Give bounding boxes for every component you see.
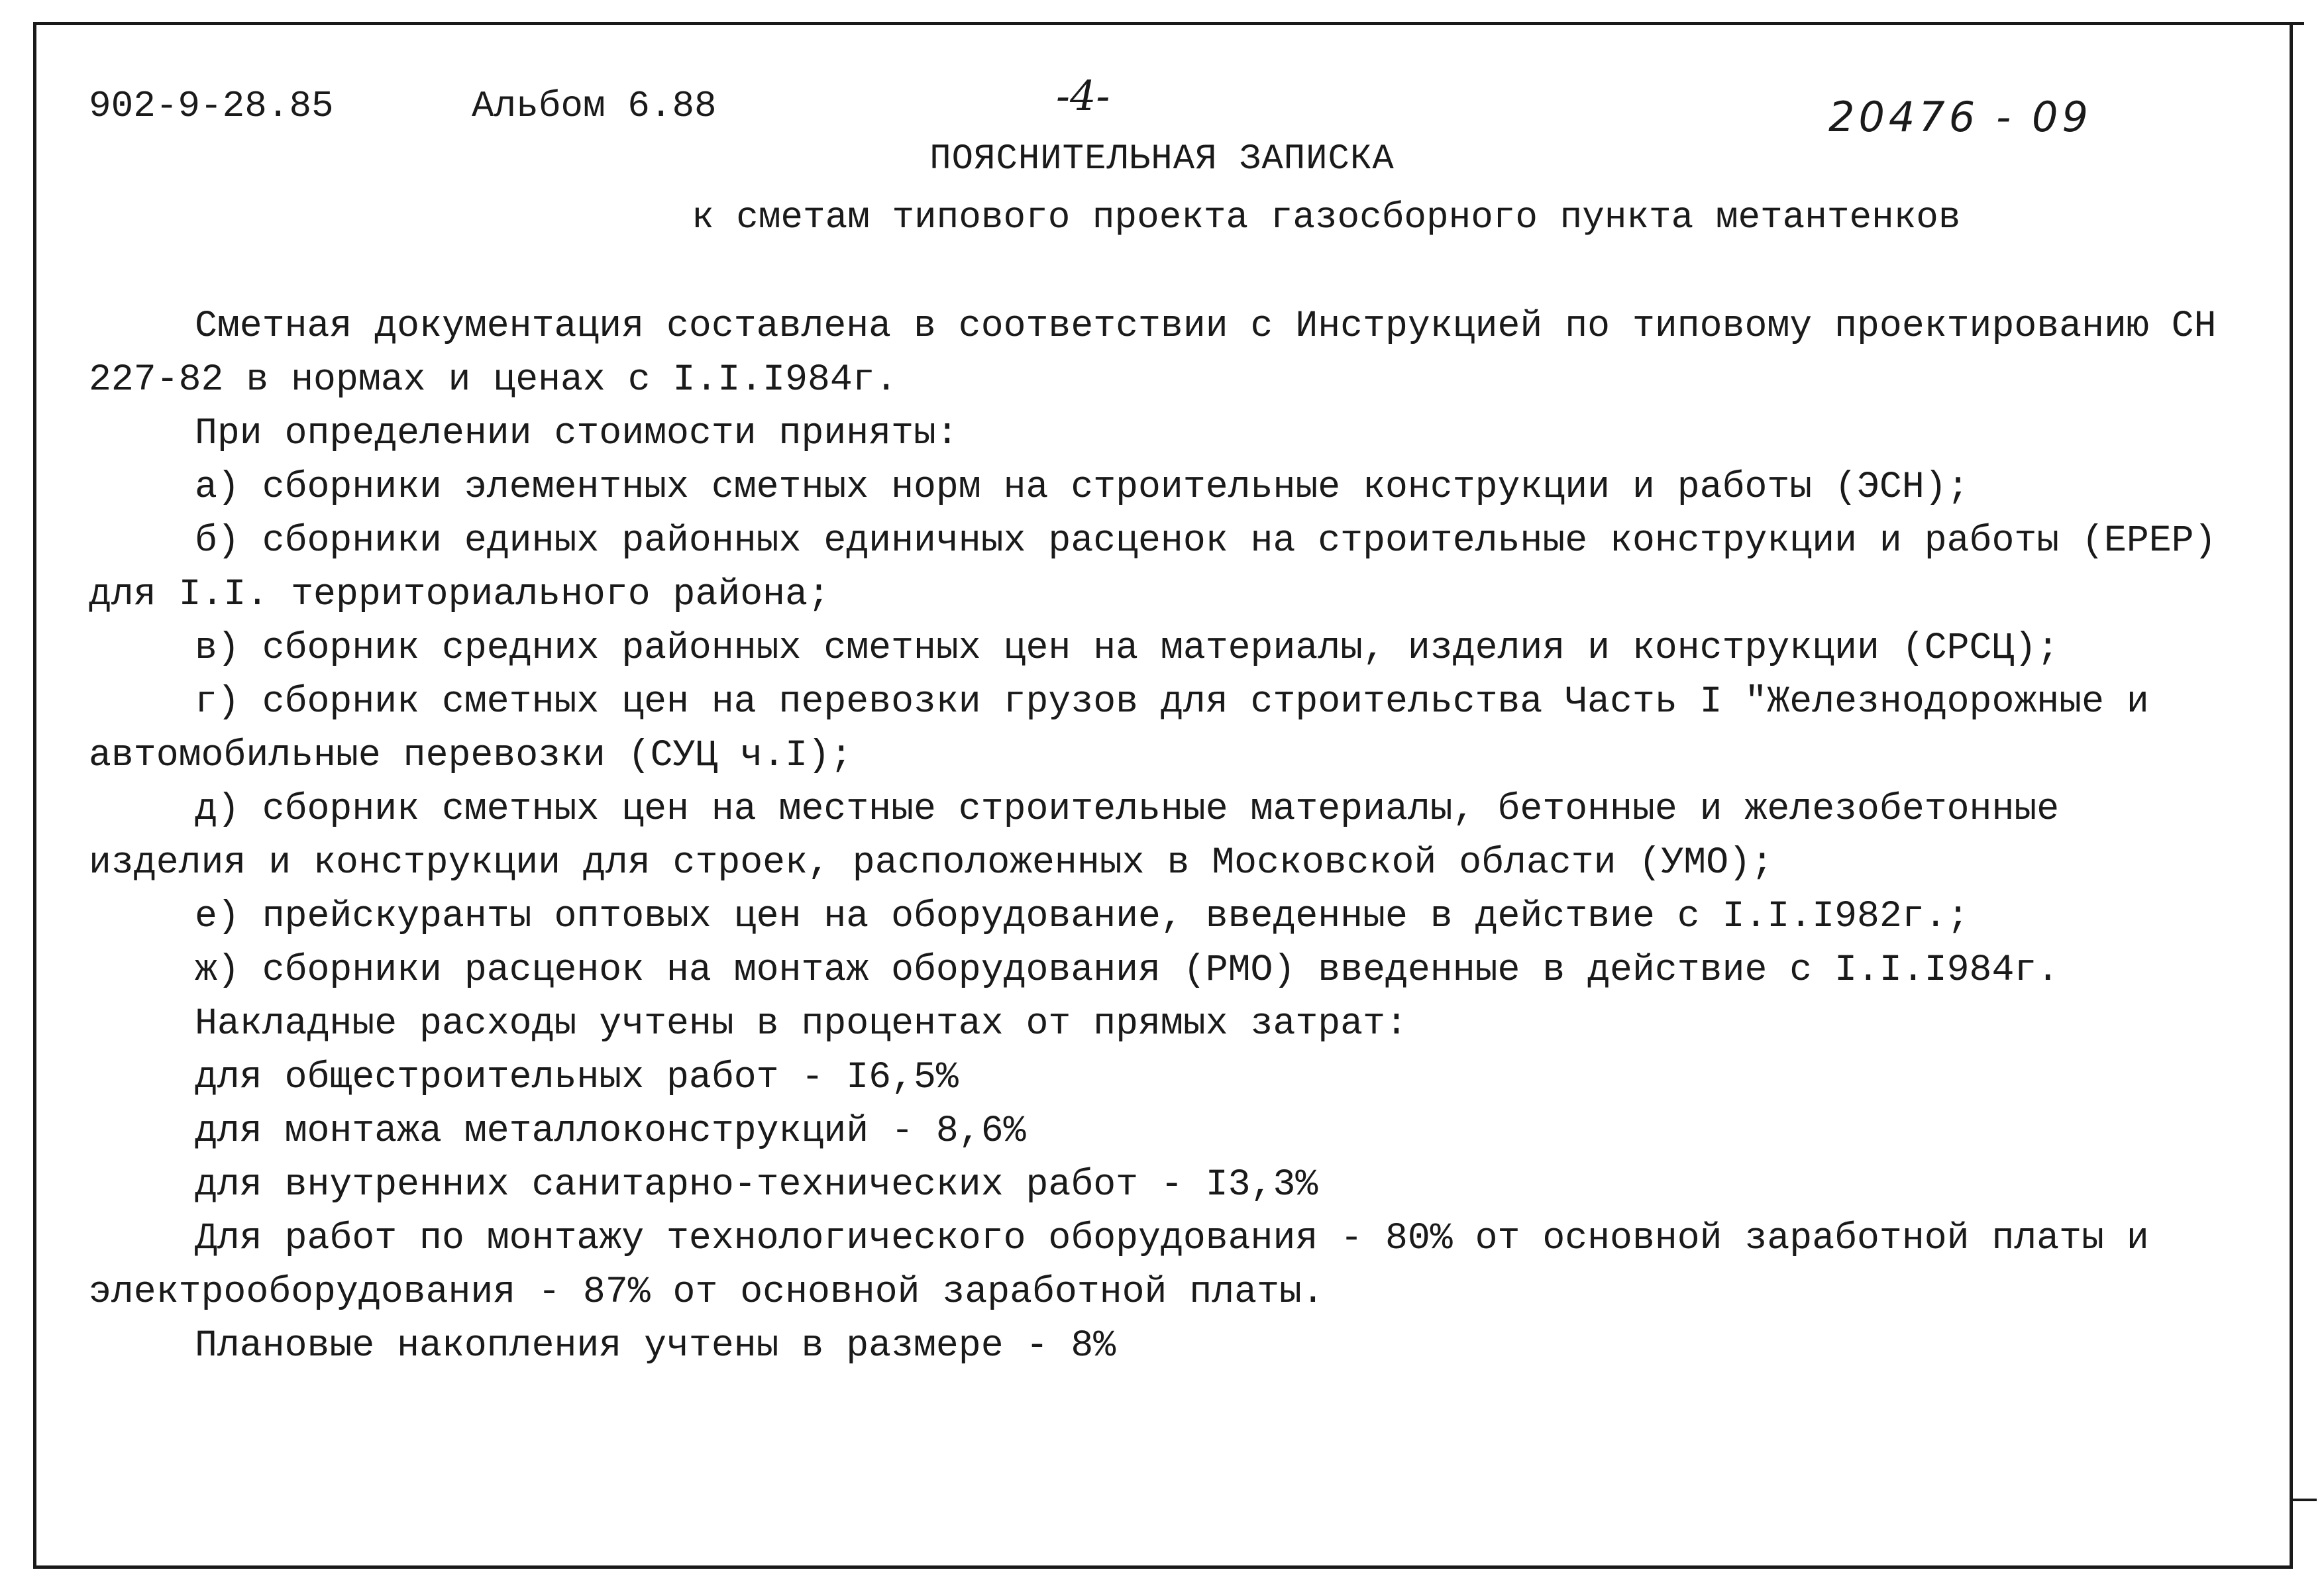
- page-number: -4-: [1056, 72, 1110, 120]
- list-item-d: д) сборник сметных цен на местные строительные материалы, бетонные и железобетонные изделия и конструкции для строек, расположенных в Московской области (УМО);: [89, 788, 2060, 884]
- frame-left-border: [33, 22, 36, 1569]
- list-item-b: б) сборники единых районных единичных расценок на строительные конструкции и работы (ЕРЕР) для I.I. территориального района;: [89, 519, 2217, 615]
- frame-right-border: [2290, 22, 2293, 1569]
- overhead-intro: Накладные расходы учтены в процентах от прямых затрат:: [195, 1002, 1408, 1045]
- planned-savings: Плановые накопления учтены в размере - 8%: [195, 1324, 1116, 1367]
- frame-bottom-border: [33, 1565, 2293, 1569]
- page-subtitle: к сметам типового проекта газосборного пункта метантенков: [692, 196, 1961, 238]
- overhead-equipment: Для работ по монтажу технологического оборудования - 80% от основной заработной платы и электрооборудования - 87% от основной заработной платы.: [89, 1217, 2149, 1313]
- album-number: Альбом 6.88: [472, 85, 717, 127]
- list-item-a: а) сборники элементных сметных норм на строительные конструкции и работы (ЭСН);: [195, 466, 1970, 508]
- document-number: 20476 - 09: [1828, 93, 2092, 141]
- list-item-v: в) сборник средних районных сметных цен на материалы, изделия и конструкции (СРСЦ);: [195, 627, 2060, 669]
- paragraph-intro: Сметная документация составлена в соответствии с Инструкцией по типовому проектированию СН 227-82 в нормах и ценах с I.I.I984г.: [89, 305, 2217, 401]
- list-item-zh: ж) сборники расценок на монтаж оборудования (РМО) введенные в действие с I.I.I984г.: [195, 949, 2060, 991]
- overhead-metal: для монтажа металлоконструкций - 8,6%: [195, 1110, 1026, 1152]
- overhead-sanitary: для внутренних санитарно-технических работ - I3,3%: [195, 1163, 1318, 1206]
- list-item-e: е) прейскуранты оптовых цен на оборудование, введенные в действие с I.I.I982г.;: [195, 895, 1970, 937]
- page-title: ПОЯСНИТЕЛЬНАЯ ЗАПИСКА: [929, 139, 1395, 180]
- paragraph-list-intro: При определении стоимости приняты:: [195, 412, 959, 454]
- document-code: 902-9-28.85: [89, 85, 334, 127]
- overhead-general: для общестроительных работ - I6,5%: [195, 1056, 959, 1098]
- frame-tick-mark: [2293, 1499, 2317, 1501]
- list-item-g: г) сборник сметных цен на перевозки грузов для строительства Часть I "Железнодорожные и автомобильные перевозки (СУЦ ч.I);: [89, 680, 2149, 776]
- note-body: [89, 299, 2229, 1373]
- frame-top-border: [33, 22, 2304, 25]
